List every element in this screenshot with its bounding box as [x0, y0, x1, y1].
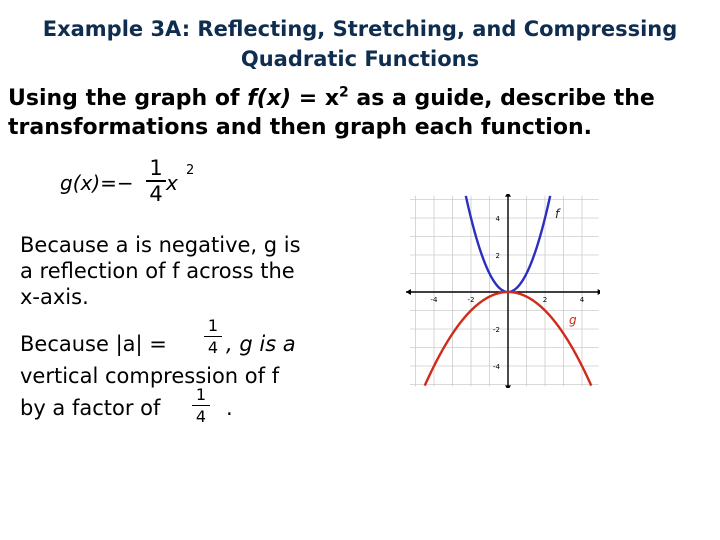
equation-fraction	[146, 156, 166, 206]
reflection-line-1: Because a is negative, g is	[20, 233, 301, 257]
function-graph	[400, 194, 600, 388]
intro-exponent: 2	[339, 84, 349, 101]
title-line-1: Example 3A: Reflecting, Stretching, and Compressing	[42, 17, 678, 41]
x-tick-label: -2	[467, 296, 475, 304]
compression-frac2-num: 1	[195, 385, 207, 404]
compression-fraction	[204, 316, 222, 357]
compression-fraction-2	[192, 385, 210, 426]
fraction-bar	[192, 405, 210, 406]
y-tick-label: 4	[495, 215, 500, 223]
compression-line-2: vertical compression of f	[20, 364, 280, 388]
intro-line-1	[8, 84, 720, 113]
x-tick-label: 4	[579, 296, 585, 304]
y-tick-label: -2	[493, 326, 500, 334]
compression-period: .	[226, 396, 233, 420]
equation-numerator: 1	[149, 156, 163, 180]
y-tick-label: 2	[495, 252, 500, 260]
x-axis-arrow-left	[406, 289, 411, 295]
compression-prefix: Because |a| =	[20, 332, 167, 356]
slide-title	[0, 14, 720, 74]
curve-g-label: g	[569, 313, 577, 327]
compression-frac-num: 1	[207, 316, 219, 335]
reflection-line-3: x-axis.	[20, 285, 89, 309]
compression-line-3: by a factor of	[20, 396, 161, 420]
intro-fx: f(x)	[247, 86, 292, 111]
reflection-text	[20, 232, 301, 310]
y-axis-arrow-up	[505, 194, 511, 197]
intro-part-2: = x	[291, 86, 340, 111]
title-line-2: Quadratic Functions	[240, 47, 480, 71]
fraction-bar	[204, 336, 222, 337]
equation-denominator: 4	[149, 182, 163, 206]
equation-lhs: g(x)=−	[60, 171, 134, 195]
y-tick-label: -4	[493, 363, 500, 371]
equation-var: x	[166, 171, 178, 195]
x-tick-label: 2	[542, 296, 548, 304]
compression-frac2-den: 4	[195, 407, 207, 426]
equation-exponent: 2	[186, 163, 195, 178]
x-axis-arrow-right	[598, 289, 600, 295]
y-axis-arrow-down	[505, 385, 511, 388]
compression-frac-den: 4	[207, 338, 219, 357]
compression-suffix: , g is a	[226, 332, 296, 356]
intro-part-1: Using the graph of	[8, 86, 248, 111]
intro-part-3: as a guide, describe the	[348, 86, 655, 111]
reflection-line-2: a reflection of f across the	[20, 259, 295, 283]
curve-f-label: f	[555, 207, 560, 221]
intro-text	[8, 84, 720, 142]
x-tick-label: -4	[430, 296, 438, 304]
intro-line-2: transformations and then graph each function.	[8, 115, 592, 140]
